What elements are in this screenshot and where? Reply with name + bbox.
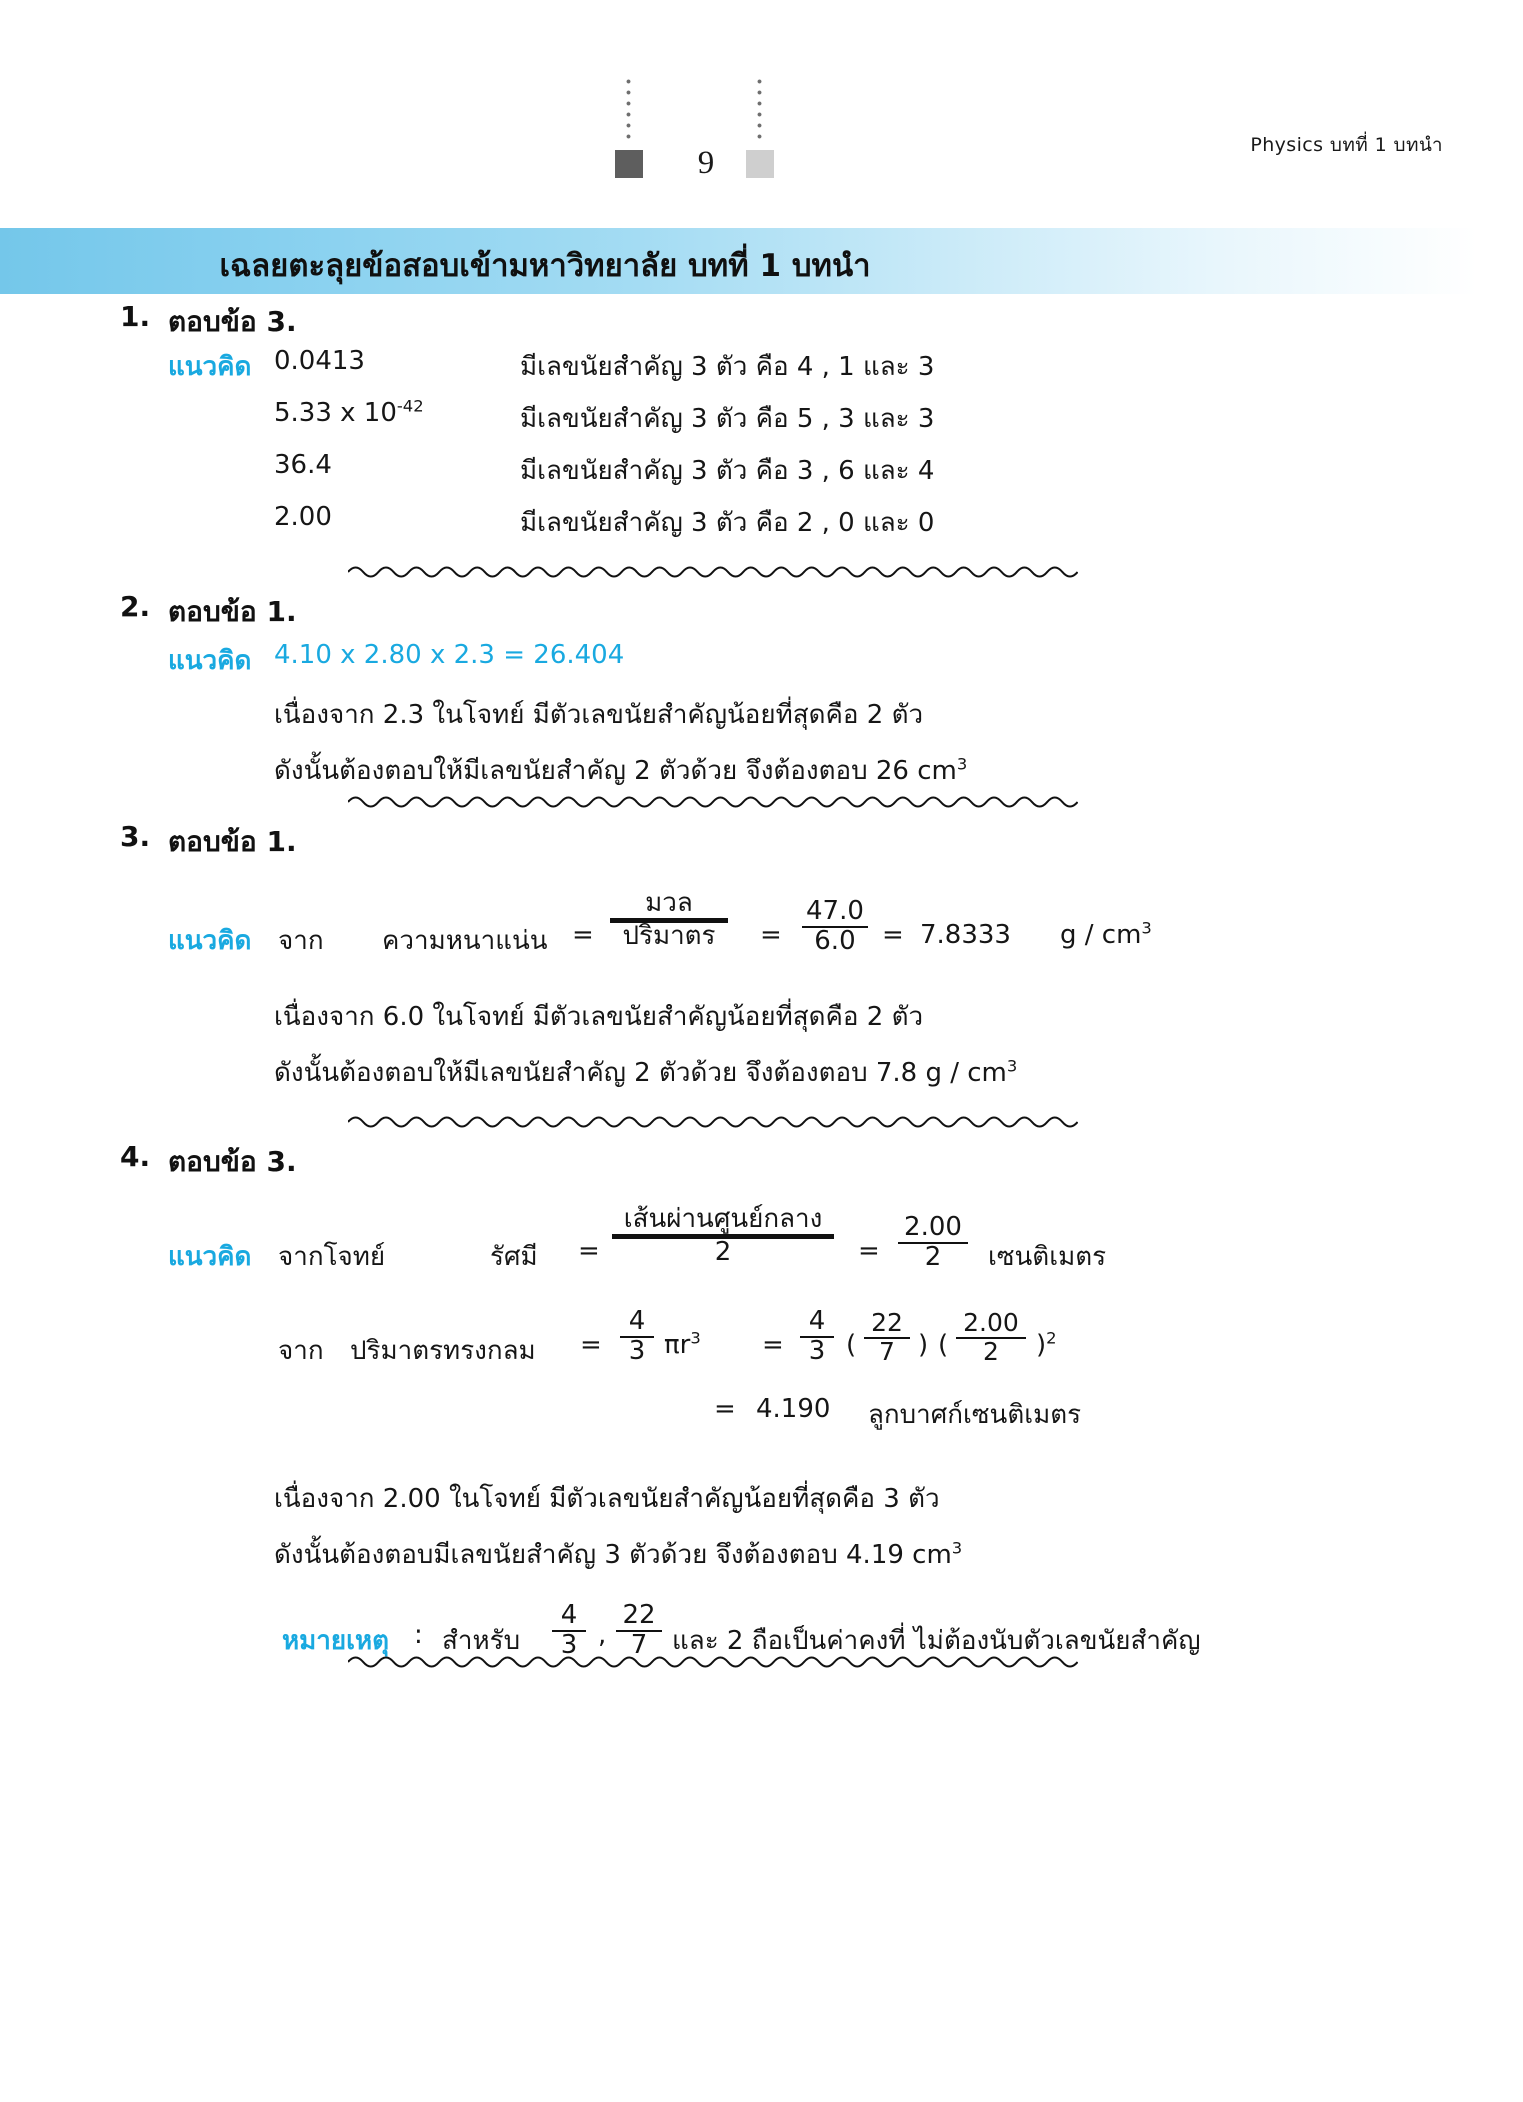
item-2-reason bbox=[0, 694, 1523, 750]
item-1-desc-3: มีเลขนัยสำคัญ 3 ตัว คือ 3 , 6 และ 4 bbox=[520, 456, 935, 486]
item-4-reason-text: เนื่องจาก 2.00 ในโจทย์ มีตัวเลขนัยสำคัญน้อยที่สุดคือ 3 ตัว bbox=[274, 1484, 940, 1514]
item-4-radius-equals-2: = bbox=[858, 1236, 880, 1266]
section-divider-1 bbox=[0, 560, 1523, 590]
running-head: Physics บทที่ 1 บทนำ bbox=[1250, 134, 1443, 156]
solution-item-2 bbox=[0, 590, 1523, 790]
item-3-answer: ตอบข้อ 1. bbox=[168, 825, 297, 858]
item-2-answer: ตอบข้อ 1. bbox=[168, 595, 297, 628]
page-number: 9 bbox=[697, 145, 715, 181]
item-1-line-4 bbox=[0, 502, 1523, 554]
item-3-unit: g / $cm^3$ bbox=[1060, 918, 1152, 950]
item-2-number: 2. bbox=[120, 590, 151, 623]
item-4-open-paren-2: ( bbox=[938, 1330, 949, 1360]
folio-square-dark-icon bbox=[615, 150, 643, 178]
item-4-from: จากโจทย์ bbox=[278, 1242, 386, 1272]
item-4-f3-denominator: 7 bbox=[864, 1337, 910, 1366]
item-2-equation-row bbox=[0, 640, 1523, 694]
item-3-unit-exponent: 3 bbox=[1141, 918, 1152, 938]
note-f2-denominator: 7 bbox=[616, 1630, 662, 1660]
item-3-reason-text: เนื่องจาก 6.0 ในโจทย์ มีตัวเลขนัยสำคัญน้อยที่สุดคือ 2 ตัว bbox=[274, 1002, 924, 1032]
item-1-desc-4: มีเลขนัยสำคัญ 3 ตัว คือ 2 , 0 และ 0 bbox=[520, 508, 935, 538]
page-title: เฉลยตะลุยข้อสอบเข้ามหาวิทยาลัย บทที่ 1 บทนำ bbox=[219, 248, 871, 284]
note-label: หมายเหตุ bbox=[282, 1626, 390, 1656]
note-text-post: และ 2 ถือเป็นค่าคงที่ ไม่ต้องนับตัวเลขนัยสำคัญ bbox=[672, 1626, 1201, 1656]
item-4-heading bbox=[0, 1140, 1523, 1206]
dotted-line-left-icon bbox=[625, 78, 632, 140]
item-1-line-2 bbox=[0, 398, 1523, 450]
item-4-result-row bbox=[0, 1394, 1523, 1478]
item-3-fraction-denominator: ปริมาตร bbox=[610, 918, 728, 951]
item-1-value-4: 2.00 bbox=[274, 502, 332, 532]
item-1-heading bbox=[0, 300, 1523, 346]
item-4-volume-from: จาก bbox=[278, 1336, 324, 1366]
item-3-from: จาก bbox=[278, 926, 324, 956]
solutions-content bbox=[0, 300, 1523, 1680]
item-1-value-3: 36.4 bbox=[274, 450, 332, 480]
item-4-f1-numerator: 4 bbox=[628, 1306, 646, 1336]
item-4-radius-row bbox=[0, 1206, 1523, 1302]
item-4-pi-exponent: 3 bbox=[690, 1328, 701, 1348]
item-3-numeric-denominator: 6.0 bbox=[802, 926, 868, 956]
item-2-heading bbox=[0, 590, 1523, 640]
item-1-line-1 bbox=[0, 346, 1523, 398]
item-4-f1-denominator: 3 bbox=[620, 1336, 654, 1366]
item-4-twentytwo-sevenths-fraction bbox=[864, 1310, 910, 1365]
item-2-conclusion-exponent: 3 bbox=[956, 754, 968, 774]
wavy-line-icon bbox=[348, 1650, 1078, 1674]
item-3-quantity: ความหนาแน่น bbox=[382, 926, 548, 956]
item-4-volume-equals-1: = bbox=[580, 1330, 602, 1360]
item-2-equation: 4.10 x 2.80 x 2.3 = 26.404 bbox=[274, 640, 625, 670]
note-f2-numerator: 22 bbox=[622, 1600, 656, 1630]
item-4-radius-label: รัศมี bbox=[490, 1242, 538, 1272]
item-4-conclusion-exponent: 3 bbox=[951, 1538, 963, 1558]
item-4-number: 4. bbox=[120, 1140, 151, 1173]
item-4-four-thirds-fraction-2 bbox=[800, 1308, 834, 1365]
item-4-diameter-denominator: 2 bbox=[612, 1234, 834, 1267]
item-4-volume-row bbox=[0, 1302, 1523, 1394]
item-4-f3-numerator: 22 bbox=[871, 1308, 903, 1337]
folio-decoration bbox=[612, 70, 802, 180]
page-header bbox=[0, 70, 1523, 180]
item-4-f2-denominator: 3 bbox=[800, 1336, 834, 1366]
solution-item-1 bbox=[0, 300, 1523, 560]
item-3-result: 7.8333 bbox=[920, 920, 1011, 950]
item-4-radius-equals-1: = bbox=[578, 1236, 600, 1266]
chapter-banner bbox=[0, 228, 1523, 294]
item-4-reason bbox=[0, 1478, 1523, 1534]
item-3-equals-3: = bbox=[882, 920, 904, 950]
section-divider-3 bbox=[0, 1110, 1523, 1140]
wavy-line-icon bbox=[348, 1110, 1078, 1134]
item-4-f4-numerator: 2.00 bbox=[963, 1308, 1019, 1337]
item-4-pi-r-cubed: $\pi r^3$ bbox=[664, 1328, 701, 1360]
item-4-result-value: 4.190 bbox=[756, 1394, 831, 1424]
item-4-radius-squared-fraction bbox=[956, 1310, 1026, 1365]
note-f1-numerator: 4 bbox=[560, 1600, 578, 1630]
item-4-result-unit: ลูกบาศก์เซนติเมตร bbox=[868, 1400, 1082, 1430]
item-1-line-3 bbox=[0, 450, 1523, 502]
solution-item-4 bbox=[0, 1140, 1523, 1660]
item-4-conclusion bbox=[0, 1534, 1523, 1608]
item-3-conclusion bbox=[0, 1052, 1523, 1108]
approach-label: แนวคิด bbox=[168, 1242, 252, 1272]
item-3-conclusion-exponent: 3 bbox=[1006, 1056, 1018, 1076]
approach-label: แนวคิด bbox=[168, 926, 252, 956]
item-4-radius-unit: เซนติเมตร bbox=[988, 1242, 1107, 1272]
item-3-conclusion-text: ดังนั้นต้องตอบให้มีเลขนัยสำคัญ 2 ตัวด้วย จึงต้องตอบ 7.8 g / $cm^3$ bbox=[274, 1056, 1018, 1088]
note-colon: : bbox=[414, 1620, 423, 1650]
item-3-number: 3. bbox=[120, 820, 151, 853]
solution-item-3 bbox=[0, 820, 1523, 1110]
item-1-value-1: 0.0413 bbox=[274, 346, 365, 376]
item-4-radius-denominator: 2 bbox=[898, 1242, 968, 1272]
item-4-radius-numeric-fraction bbox=[898, 1214, 968, 1271]
item-3-formula-row bbox=[0, 886, 1523, 996]
item-4-open-paren-1: ( bbox=[846, 1330, 857, 1360]
item-3-density-fraction bbox=[610, 890, 728, 950]
item-3-heading bbox=[0, 820, 1523, 886]
item-3-numeric-fraction bbox=[802, 898, 868, 955]
item-1-exponent-2: -42 bbox=[396, 396, 424, 416]
item-4-f4-denominator: 2 bbox=[956, 1337, 1026, 1366]
item-1-desc-2: มีเลขนัยสำคัญ 3 ตัว คือ 5 , 3 และ 3 bbox=[520, 404, 935, 434]
item-2-reason-text: เนื่องจาก 2.3 ในโจทย์ มีตัวเลขนัยสำคัญน้อยที่สุดคือ 2 ตัว bbox=[274, 700, 924, 730]
item-4-volume-label: ปริมาตรทรงกลม bbox=[350, 1336, 536, 1366]
item-3-equals-2: = bbox=[760, 920, 782, 950]
item-4-close-paren-2: )$^2$ bbox=[1036, 1328, 1057, 1360]
item-4-result-equals: = bbox=[714, 1394, 736, 1424]
approach-label: แนวคิด bbox=[168, 646, 252, 676]
item-4-conclusion-text: ดังนั้นต้องตอบมีเลขนัยสำคัญ 3 ตัวด้วย จึงต้องตอบ 4.19 $cm^3$ bbox=[274, 1538, 963, 1570]
item-1-desc-1: มีเลขนัยสำคัญ 3 ตัว คือ 4 , 1 และ 3 bbox=[520, 352, 935, 382]
item-3-equals-1: = bbox=[572, 920, 594, 950]
note-text-pre: สำหรับ bbox=[442, 1626, 521, 1656]
item-4-close-paren-1: ) bbox=[918, 1330, 929, 1360]
folio-square-light-icon bbox=[746, 150, 774, 178]
note-comma: , bbox=[598, 1620, 607, 1650]
wavy-line-icon bbox=[348, 560, 1078, 584]
item-1-answer: ตอบข้อ 3. bbox=[168, 305, 297, 338]
section-divider-4 bbox=[0, 1650, 1523, 1680]
item-4-answer: ตอบข้อ 3. bbox=[168, 1145, 297, 1178]
item-4-diameter-numerator: เส้นผ่านศูนย์กลาง bbox=[623, 1204, 823, 1234]
item-4-f2-numerator: 4 bbox=[808, 1306, 826, 1336]
section-divider-2 bbox=[0, 790, 1523, 820]
wavy-line-icon bbox=[348, 790, 1078, 814]
item-3-fraction-numerator: มวล bbox=[645, 888, 693, 918]
item-1-number: 1. bbox=[120, 300, 151, 333]
item-3-numeric-numerator: 47.0 bbox=[806, 896, 864, 926]
item-4-radius-numerator: 2.00 bbox=[904, 1212, 962, 1242]
item-4-close-paren-exponent: 2 bbox=[1046, 1328, 1057, 1348]
item-1-value-2: 5.33 x $10^{-42}$ bbox=[274, 396, 424, 428]
item-4-volume-equals-2: = bbox=[762, 1330, 784, 1360]
approach-label: แนวคิด bbox=[168, 352, 252, 382]
item-3-reason bbox=[0, 996, 1523, 1052]
note-f1-denominator: 3 bbox=[552, 1630, 586, 1660]
dotted-line-right-icon bbox=[756, 78, 763, 140]
item-4-four-thirds-fraction-1 bbox=[620, 1308, 654, 1365]
item-4-diameter-fraction bbox=[612, 1206, 834, 1266]
item-2-conclusion-text: ดังนั้นต้องตอบให้มีเลขนัยสำคัญ 2 ตัวด้วย จึงต้องตอบ 26 $cm^3$ bbox=[274, 754, 968, 786]
